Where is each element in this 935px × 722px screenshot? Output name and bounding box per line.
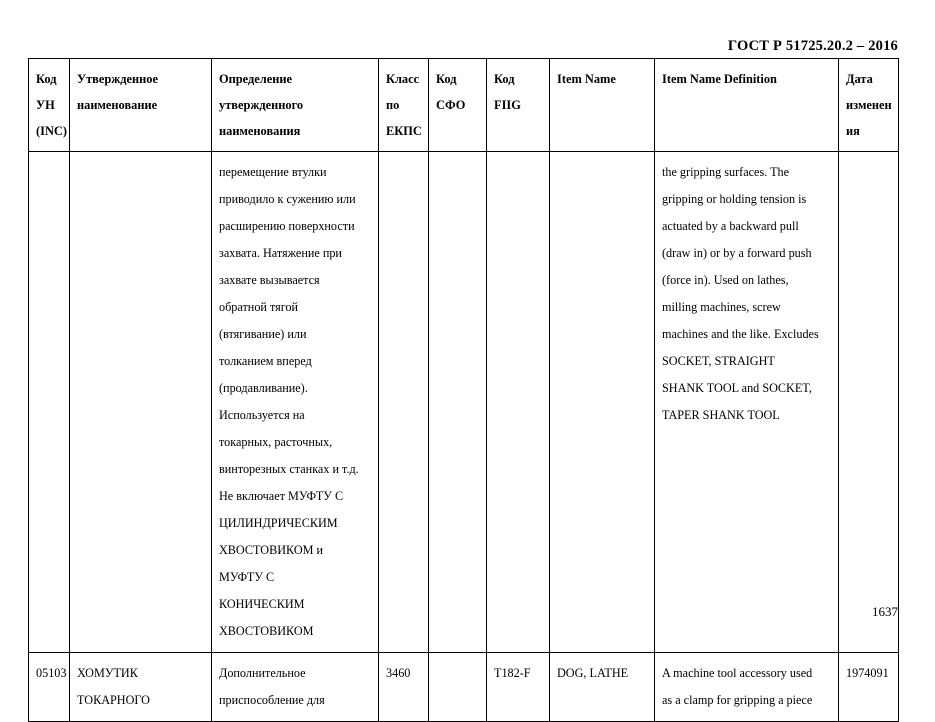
header-sfo-code [429, 59, 487, 152]
header-change-date-line-1: Дата [846, 72, 873, 86]
definition-line: ЦИЛИНДРИЧЕСКИМ [219, 516, 338, 530]
definition-line: Не включает МУФТУ С [219, 489, 344, 503]
header-fiig-code [487, 59, 550, 152]
item-definition-line: SOCKET, STRAIGHT [662, 354, 775, 368]
item-definition-line: actuated by a backward pull [662, 219, 799, 233]
item-definition-line: A machine tool accessory used [662, 666, 813, 680]
definition-line: Используется на [219, 408, 305, 422]
header-item-name-definition-line-1: Item Name Definition [662, 72, 777, 86]
item-definition-line: the gripping surfaces. The [662, 165, 790, 179]
header-approved-name [70, 59, 212, 152]
approved-name-line: ТОКАРНОГО [77, 693, 150, 707]
gost-item-name-table [28, 58, 899, 722]
definition-line: перемещение втулки [219, 165, 327, 179]
header-ekps-class-line-1: Класс [386, 72, 420, 86]
definition-line: толканием вперед [219, 354, 312, 368]
header-item-name [550, 59, 655, 152]
header-approved-definition-line-3: наименования [219, 124, 301, 138]
header-approved-definition-line-1: Определение [219, 72, 293, 86]
item-definition-line: (draw in) or by a forward push [662, 246, 812, 260]
definition-line: расширению поверхности [219, 219, 355, 233]
page-number: 1637 [872, 604, 898, 619]
cell-item-name: DOG, LATHE [550, 653, 655, 722]
header-approved-definition-line-2: утвержденного [219, 98, 304, 112]
definition-line: токарных, расточных, [219, 435, 333, 449]
definition-line: (продавливание). [219, 381, 308, 395]
cell-approved-name [70, 653, 212, 722]
definition-line: захвата. Натяжение при [219, 246, 342, 260]
definition-line: приводило к сужению или [219, 192, 356, 206]
cell-approved-definition [212, 152, 379, 653]
cell-approved-definition [212, 653, 379, 722]
cell-change-date [839, 152, 899, 653]
header-approved-definition [212, 59, 379, 152]
definition-line: МУФТУ С [219, 570, 275, 584]
item-definition-line: (force in). Used on lathes, [662, 273, 789, 287]
item-definition-line: gripping or holding tension is [662, 192, 807, 206]
cell-fiig-code [487, 152, 550, 653]
cell-inc: 05103 [29, 653, 70, 722]
approved-name-line: ХОМУТИК [77, 666, 138, 680]
definition-line: ХВОСТОВИКОМ [219, 624, 314, 638]
header-change-date-line-3: ия [846, 124, 860, 138]
definition-line: захвате вызывается [219, 273, 320, 287]
cell-item-name [550, 152, 655, 653]
item-definition-line: TAPER SHANK TOOL [662, 408, 780, 422]
cell-sfo-code [429, 653, 487, 722]
definition-line: (втягивание) или [219, 327, 307, 341]
header-inc [29, 59, 70, 152]
cell-sfo-code [429, 152, 487, 653]
item-definition-line: SHANK TOOL and SOCKET, [662, 381, 812, 395]
header-change-date-line-2: изменен [846, 98, 892, 112]
table-row [29, 152, 899, 653]
header-sfo-code-line-2: СФО [436, 98, 466, 112]
header-sfo-code-line-1: Код [436, 72, 457, 86]
cell-item-name-definition [655, 653, 839, 722]
header-item-name-line-1: Item Name [557, 72, 616, 86]
header-fiig-code-line-1: Код [494, 72, 515, 86]
item-definition-line: machines and the like. Excludes [662, 327, 819, 341]
header-change-date [839, 59, 899, 152]
cell-ekps-class [379, 152, 429, 653]
cell-fiig-code: T182-F [487, 653, 550, 722]
cell-item-name-definition [655, 152, 839, 653]
header-item-name-definition [655, 59, 839, 152]
item-definition-line: as a clamp for gripping a piece [662, 693, 813, 707]
header-ekps-class [379, 59, 429, 152]
header-approved-name-line-2: наименование [77, 98, 158, 112]
standard-header: ГОСТ Р 51725.20.2 – 2016 [727, 38, 898, 54]
header-approved-name-line-1: Утвержденное [77, 72, 158, 86]
header-ekps-class-line-2: по [386, 98, 400, 112]
cell-inc [29, 152, 70, 653]
header-ekps-class-line-3: ЕКПС [386, 124, 422, 138]
cell-approved-name [70, 152, 212, 653]
header-inc-line-3: (INC) [36, 124, 67, 138]
table-row [29, 653, 899, 722]
definition-line: обратной тягой [219, 300, 299, 314]
definition-line: КОНИЧЕСКИМ [219, 597, 305, 611]
item-definition-line: milling machines, screw [662, 300, 781, 314]
cell-ekps-class: 3460 [379, 653, 429, 722]
header-inc-line-2: УН [36, 98, 55, 112]
cell-change-date: 1974091 [839, 653, 899, 722]
definition-line: Дополнительное [219, 666, 306, 680]
table-header-row [29, 59, 899, 152]
header-fiig-code-line-2: FIIG [494, 98, 521, 112]
definition-line: ХВОСТОВИКОМ и [219, 543, 324, 557]
header-inc-line-1: Код [36, 72, 57, 86]
definition-line: винторезных станках и т.д. [219, 462, 359, 476]
definition-line: приспособление для [219, 693, 325, 707]
